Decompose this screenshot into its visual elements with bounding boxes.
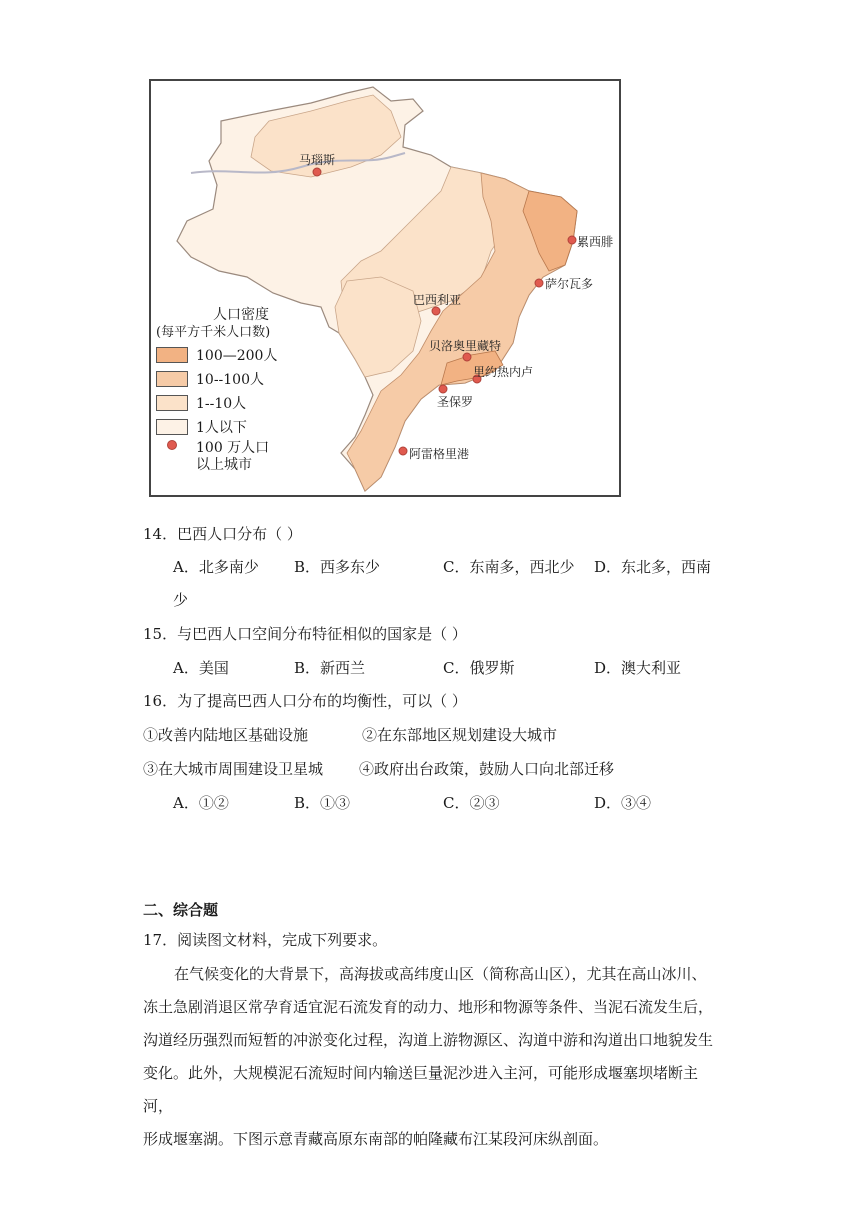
material-line: 形成堰塞湖。下图示意青藏高原东南部的帕隆藏布江某段河床纵剖面。 xyxy=(143,1130,609,1148)
question-14-stem: 14．巴西人口分布（ ） xyxy=(143,525,302,543)
legend-title: 人口密度 xyxy=(213,307,269,323)
city-dot-sao-paulo xyxy=(439,385,447,393)
city-label-salvador: 萨尔瓦多 xyxy=(545,277,594,291)
legend-item xyxy=(156,416,326,438)
question-15-option-b[interactable]: B．新西兰 xyxy=(294,659,366,677)
question-15-stem: 15．与巴西人口空间分布特征相似的国家是（ ） xyxy=(143,625,467,643)
city-label-rio: 里约热内卢 xyxy=(473,365,534,379)
question-14-option-b[interactable]: B．西多东少 xyxy=(294,558,381,576)
question-15-option-d[interactable]: D．澳大利亚 xyxy=(594,659,682,677)
brazil-population-density-map xyxy=(149,79,621,497)
question-16-statement-3: ③在大城市周围建设卫星城 xyxy=(143,760,324,778)
material-line: 在气候变化的大背景下，高海拔或高纬度山区（简称高山区），尤其在高山冰川、 xyxy=(174,965,707,983)
question-16-statement-1: ①改善内陆地区基础设施 xyxy=(143,726,309,744)
city-dot-manaus xyxy=(313,168,321,176)
legend-swatch xyxy=(156,419,188,435)
material-line: 变化。此外，大规模泥石流短时间内输送巨量泥沙进入主河，可能形成堰塞坝堵断主河， xyxy=(143,1064,699,1115)
section-heading: 二、综合题 xyxy=(143,901,219,919)
question-17-stem: 17．阅读图文材料，完成下列要求。 xyxy=(143,931,388,949)
question-16-statement-4: ④政府出台政策，鼓励人口向北部迁移 xyxy=(359,760,615,778)
city-dot-icon xyxy=(156,440,188,450)
city-dot-recife xyxy=(568,236,576,244)
city-label-sao-paulo: 圣保罗 xyxy=(437,395,474,409)
question-14-option-d[interactable]: D．东北多，西南 xyxy=(594,558,712,576)
question-16-stem: 16．为了提高巴西人口分布的均衡性，可以（ ） xyxy=(143,692,467,710)
city-label-manaus: 马瑙斯 xyxy=(299,153,336,167)
legend-item xyxy=(156,368,326,390)
legend-item-city xyxy=(156,440,326,474)
question-15-option-a[interactable]: A．美国 xyxy=(173,659,229,677)
city-dot-brasilia xyxy=(432,307,440,315)
question-16-option-d[interactable]: D．③④ xyxy=(594,794,652,812)
question-14-option-a[interactable]: A．北多南少 xyxy=(173,558,259,576)
legend-city-line1: 100 万人口 xyxy=(196,440,270,456)
material-line: 沟道经历强烈而短暂的冲淤变化过程，沟道上游物源区、沟道中游和沟道出口地貌发生 xyxy=(143,1031,714,1049)
city-label-brasilia: 巴西利亚 xyxy=(413,293,462,307)
city-dot-belo-horizonte xyxy=(463,353,471,361)
legend-item xyxy=(156,344,326,366)
question-14-option-c[interactable]: C．东南多，西北少 xyxy=(443,558,575,576)
city-label-recife: 累西腓 xyxy=(577,235,614,249)
city-label-belo-horizonte: 贝洛奥里藏特 xyxy=(429,339,502,353)
legend-city-line2: 以上城市 xyxy=(196,457,252,473)
map-legend xyxy=(156,306,326,474)
legend-swatch xyxy=(156,371,188,387)
city-label-porto-alegre: 阿雷格里港 xyxy=(409,447,470,461)
city-dot-salvador xyxy=(535,279,543,287)
legend-swatch xyxy=(156,395,188,411)
question-15-option-c[interactable]: C．俄罗斯 xyxy=(443,659,515,677)
question-16-option-c[interactable]: C．②③ xyxy=(443,794,500,812)
question-17-material xyxy=(143,958,723,1156)
city-dot-porto-alegre xyxy=(399,447,407,455)
question-16-option-a[interactable]: A．①② xyxy=(173,794,229,812)
question-16-statement-2: ②在东部地区规划建设大城市 xyxy=(362,726,558,744)
legend-swatch xyxy=(156,347,188,363)
legend-label: 100—200人 xyxy=(196,348,278,364)
question-14-option-d-wrap: 少 xyxy=(173,591,189,609)
legend-label: 10--100人 xyxy=(196,372,264,388)
legend-label: 1人以下 xyxy=(196,420,247,436)
legend-label: 1--10人 xyxy=(196,396,247,412)
question-16-option-b[interactable]: B．①③ xyxy=(294,794,351,812)
legend-subtitle: (每平方千米人口数) xyxy=(156,325,271,340)
material-line: 冻土急剧消退区常孕育适宜泥石流发育的动力、地形和物源等条件、当泥石流发生后， xyxy=(143,998,714,1016)
legend-item xyxy=(156,392,326,414)
